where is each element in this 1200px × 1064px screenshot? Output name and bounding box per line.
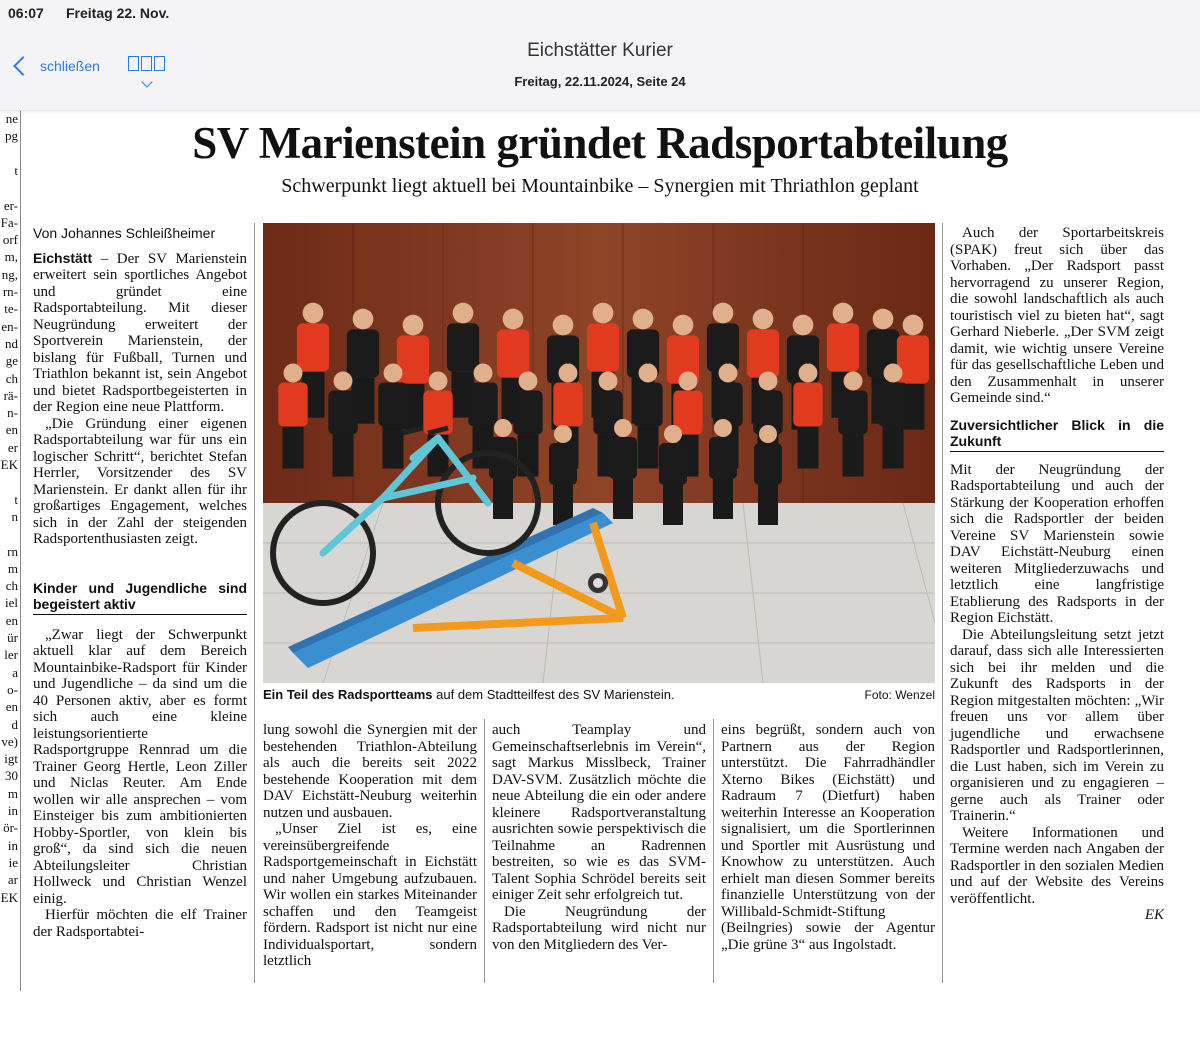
strip-fragment: d [11, 716, 18, 732]
strip-fragment: igt [4, 751, 18, 767]
strip-fragment: ch [5, 578, 18, 594]
photo-caption [263, 687, 935, 702]
author-line: Von Johannes Schleißheimer [33, 225, 216, 241]
strip-fragment: m [7, 560, 18, 576]
column-divider [254, 223, 255, 983]
strip-fragment: t [14, 491, 18, 507]
strip-fragment: in [7, 837, 18, 853]
strip-fragment: ch [5, 370, 18, 386]
signature: EK [1144, 907, 1164, 923]
strip-fragment: ör- [3, 820, 18, 836]
strip-fragment: a [12, 664, 18, 680]
column-5 [950, 225, 1164, 924]
strip-fragment: te- [4, 301, 18, 317]
issue-date: Freitag, 22.11.2024, Seite 24 [514, 74, 686, 89]
strip-fragment: Fa- [0, 214, 18, 230]
column-1 [33, 225, 247, 940]
strip-fragment: ar [7, 872, 18, 888]
dateline: Eichstätt [33, 249, 93, 266]
strip-fragment: rn- [2, 284, 18, 299]
paragraph: Eichstätt – Der SV Marienstein erweitert sein sportliches Angebot und gründet eine Radsportabteilung. Mit dieser Neugründung erweitert der Sportverein Marienstein, der bislang für Fußball, Turnen und Triathlon bekannt ist, sein Angebot und bietet Radsportbegeisterten in der Region eine neue Plattform. [33, 249, 247, 415]
column-2 [263, 722, 477, 970]
strip-fragment: m, [4, 249, 18, 265]
paragraph: eins begrüßt, sondern auch von Partnern aus der Region unterstützt. Die Fahrradhändler Xterno Bikes (Eichstätt) und Radraum 7 (Dietfurt) haben weiterhin Interesse an Kooperation signalisiert, um die Sportlerinnen und Sportler mit Ausrüstung und Knowhow zu unterstützen. Auch erhielt man diesen Sommer bereits finanzielle Unterstützung von der Willibald-Schmidt-Stiftung (Beilngries) sowie der Agentur „Die grüne 3“ aus Ingolstadt. [721, 722, 935, 953]
strip-fragment: ür [7, 630, 18, 645]
strip-fragment: er- [3, 197, 18, 213]
column-4 [721, 722, 935, 953]
strip-fragment: n- [7, 405, 18, 421]
caption-bold: Ein Teil des Radsportteams [263, 687, 433, 702]
strip-fragment: n [11, 508, 18, 524]
status-date: Freitag 22. Nov. [66, 5, 170, 21]
strip-fragment: en [5, 612, 18, 628]
previous-article-strip [0, 111, 21, 991]
headline: SV Marienstein gründet Radsportabteilung [192, 118, 1008, 168]
paragraph: Mit der Neugründung der Radsportabteilung und auch der Stärkung der Kooperation erhoffen sich die Radsportler der beiden Vereine SV Marienstein sowie DAV Eichstätt-Neuburg einen weiteren Mitgliederzuwachs und letztlich eine langfristige Etablierung des Radsports in der Region Eichstätt. [950, 461, 1164, 626]
strip-fragment: o- [7, 681, 18, 697]
strip-fragment: 30 [5, 768, 18, 784]
column-divider [713, 719, 714, 983]
paragraph: „Die Gründung einer eigenen Radsportabteilung war für uns ein logischer Schritt“, berichtet Stefan Herrler, Vorsitzender des SV Marienstein. Er dankt allen für ihr großartiges Engagement, welches sich in der Zahl der steigenden Radsportenthusiasten zeigt. [33, 415, 247, 547]
strip-fragment: en- [1, 318, 18, 334]
status-time: 06:07 [8, 5, 44, 21]
reader-toolbar [0, 28, 1200, 111]
strip-fragment: ne [5, 111, 18, 126]
strip-fragment: ve) [1, 733, 18, 749]
strip-fragment: en [5, 699, 18, 715]
section-heading: Zuversichtlicher Blick in die Zukunft [950, 417, 1164, 452]
paragraph: lung sowohl die Synergien mit der bestehenden Triathlon-Abteilung als auch die bereits seit 2022 bestehende Kooperation mit dem DAV Eichstätt-Neuburg weiterhin nutzen und ausbauen. [263, 722, 477, 821]
publication-title: Eichstätter Kurier [527, 40, 673, 61]
strip-fragment: en [5, 422, 18, 438]
paragraph: Auch der Sportarbeitskreis (SPAK) freut sich über das Vorhaben. „Der Radsport passt hervorragend zu unserer Region, die sowohl landschaftlich als auch touristisch viel zu bieten hat“, sagt Gerhard Nieberle. „Der SVM zeigt damit, wie wichtig unsere Vereine für das gesellschaftliche Leben und den Zusammenhalt in unserer Gemeinde sind.“ [950, 225, 1164, 406]
strip-fragment: m [7, 785, 18, 801]
column-divider [942, 223, 943, 983]
caption-text: auf dem Stadtteilfest des SV Marienstein. [432, 687, 675, 702]
strip-fragment: rä- [3, 387, 18, 403]
status-bar [0, 0, 1200, 28]
paragraph: Weitere Informationen und Termine werden nach Angaben der Radsportler in den sozialen Medien und auf der Website des Vereins veröffentlicht. [950, 824, 1164, 907]
paragraph: Die Abteilungsleitung setzt jetzt darauf, dass sich alle Interessierten sich bei ihr melden und die Zukunft des Radsports in der Region mitgestalten möchten: „Wir freuen uns vor allem über jugendliche und erwachsene Radsportler und Radsportlerinnen, die Lust haben, sich im Verein zu organisieren und zu engagieren – gerne auch als Trainer oder Trainerin.“ [950, 626, 1164, 824]
strip-fragment: nd [5, 335, 18, 351]
strip-fragment: iel [5, 595, 18, 611]
strip-fragment: t [14, 162, 18, 178]
team-photo-image [263, 223, 935, 683]
strip-fragment: ler [4, 647, 18, 663]
strip-fragment: in [7, 803, 18, 818]
team-photo [263, 223, 935, 683]
strip-fragment: er [7, 439, 18, 455]
subheadline: Schwerpunkt liegt aktuell bei Mountainbike – Synergien mit Thriathlon geplant [281, 175, 919, 197]
column-3 [492, 722, 706, 953]
newspaper-page [0, 111, 1200, 1064]
strip-fragment: EK [0, 457, 18, 472]
paragraph: Hierfür möchten die elf Trainer der Radsportabtei- [33, 907, 247, 940]
strip-fragment: rn [7, 543, 18, 559]
strip-fragment: ge [5, 353, 18, 369]
strip-fragment: ie [8, 854, 18, 870]
close-button-label: schließen [40, 58, 100, 74]
paragraph: „Unser Ziel ist es, eine vereinsübergreifende Radsportgemeinschaft in Eichstätt und naher Umgebung aufzubauen. Wir wollen ein starkes Miteinander schaffen und den Teamgeist fördern. Radsport ist nicht nur eine Individualsportart, sondern letztlich [263, 821, 477, 969]
section-heading: Kinder und Jugendliche sind begeistert aktiv [33, 580, 247, 615]
strip-fragment: EK [0, 889, 18, 905]
photo-credit: Foto: Wenzel [864, 688, 935, 702]
paragraph: „Zwar liegt der Schwerpunkt aktuell klar auf dem Bereich Mountainbike-Radsport für Kinder und Jugendliche – da sind um die 40 Personen aktiv, aber es formt sich auch eine kleine leistungsorientierte Radsportgruppe Rennrad um die Trainer Georg Hertle, Leon Ziller und Niclas Reuter. Am Ende wollen wir alle ansprechen – vom Einsteiger bis zum ambitionierten Hobby-Sportler, von klein bis groß“, da sind sich die neuen Abteilungsleiter Christian Hollweck und Christian Wenzel einig. [33, 626, 247, 907]
paragraph: auch Teamplay und Gemeinschaftserlebnis im Verein“, sagt Markus Misslbeck, Trainer DAV-SVM. Zusätzlich möchte die neue Abteilung die ein oder andere kleinere Radsportveranstaltung ausrichten sowie perspektivisch die Teilnahme an Radrennen bestreiten, so wie es das SVM-Talent Sophia Schrödel bereits seit einiger Zeit sehr erfolgreich tut. [492, 722, 706, 903]
strip-fragment: pg [5, 128, 18, 144]
strip-fragment: orf [2, 232, 18, 248]
paragraph: Die Neugründung der Radsportabteilung wird nicht nur von den Mitgliedern des Ver- [492, 903, 706, 953]
column-divider [484, 719, 485, 983]
strip-fragment: ng, [1, 266, 18, 282]
